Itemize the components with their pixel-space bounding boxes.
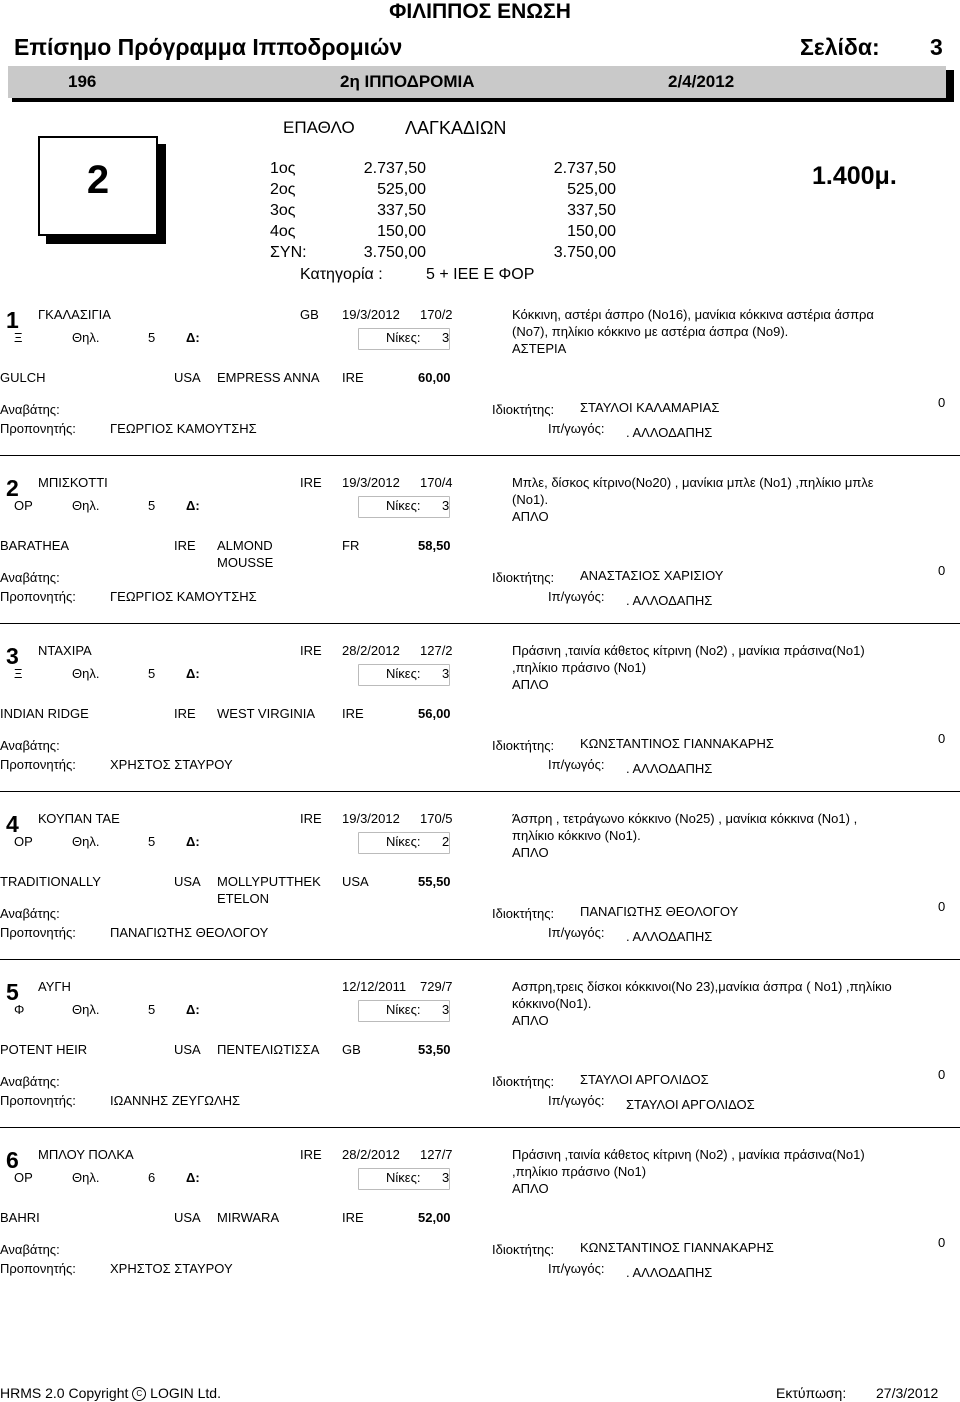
silks-pattern: ΑΠΛΟ — [512, 845, 549, 860]
color-code: Ξ — [14, 666, 23, 681]
rider-label: Αναβάτης: — [0, 738, 60, 753]
wins-label: Νίκες: — [386, 1170, 421, 1185]
prize-amount: 150,00 — [377, 223, 426, 240]
prize-label: ΕΠΑΘΛΟ — [283, 118, 355, 137]
wins-value: 3 — [442, 330, 450, 345]
sire-name: BAHRI — [0, 1210, 40, 1225]
d-label: Δ: — [186, 498, 200, 513]
horse-origin: IRE — [300, 475, 322, 490]
trainer-label: Προπονητής: — [0, 757, 76, 772]
age: 6 — [148, 1170, 156, 1185]
owner-name: ΚΩΝΣΤΑΝΤΙΝΟΣ ΓΙΑΝΝΑΚΑΡΗΣ — [580, 736, 774, 751]
color-code: ΟΡ — [14, 1170, 33, 1185]
color-code: Φ — [14, 1002, 25, 1017]
silks-pattern: ΑΣΤΕΡΙΑ — [512, 341, 567, 356]
wins-label: Νίκες: — [386, 666, 421, 681]
meeting-date: 2/4/2012 — [668, 72, 735, 91]
breeder-name: . ΑΛΛΟΔΑΠΗΣ — [626, 425, 713, 440]
trainer-label: Προπονητής: — [0, 421, 76, 436]
race-number-box — [38, 136, 158, 236]
dam-name: WEST VIRGINIA — [217, 706, 315, 721]
dam-country: GB — [342, 1042, 361, 1057]
print-date: 27/3/2012 — [876, 1385, 939, 1401]
d-label: Δ: — [186, 666, 200, 681]
entry-divider — [0, 455, 960, 456]
weight: 58,50 — [418, 538, 451, 553]
age: 5 — [148, 1002, 156, 1017]
prize-position: 3ος — [270, 202, 296, 219]
prize-amount-total: 2.737,50 — [553, 160, 616, 177]
sire-country: USA — [174, 1210, 201, 1225]
silks-line-1: Πράσινη ,ταινία κάθετος κίτρινη (Νο2) , μανίκια πράσινα(Νο1) — [512, 643, 865, 658]
breeder-name: . ΑΛΛΟΔΑΠΗΣ — [626, 929, 713, 944]
sire-name: GULCH — [0, 370, 46, 385]
meeting-name: 2η ΙΠΠΟΔΡΟΜΙΑ — [340, 72, 475, 91]
weight: 60,00 — [418, 370, 451, 385]
prize-amount-total: 337,50 — [567, 202, 616, 219]
silks-line-1: Κόκκινη, αστέρι άσπρο (Νο16), μανίκια κόκκινα αστέρια άσπρα — [512, 307, 874, 322]
race-code: 196 — [68, 72, 97, 91]
entry-date: 12/12/2011 — [342, 979, 407, 994]
silks-line-1: Μπλε, δίσκος κίτρινο(Νο20) , μανίκια μπλε (Νο1) ,πηλίκιο μπλε — [512, 475, 874, 490]
dam-name-cont: ETELON — [217, 891, 270, 906]
entry-date: 19/3/2012 — [342, 811, 400, 826]
sire-name: POTENT HEIR — [0, 1042, 88, 1057]
entry-number: 6 — [6, 1147, 19, 1173]
dam-name: ALMOND — [217, 538, 273, 553]
silks-line-2: (Νο7), πηλίκιο κόκκινο με αστέρια άσπρα (Νο9). — [512, 324, 789, 339]
wins-value: 3 — [442, 1002, 450, 1017]
gender: Θηλ. — [72, 1002, 100, 1017]
trainer-label: Προπονητής: — [0, 589, 76, 604]
entry-code: 729/7 — [420, 979, 453, 994]
gender: Θηλ. — [72, 666, 100, 681]
race-info-band — [8, 66, 946, 98]
trainer-name: ΠΑΝΑΓΙΩΤΗΣ ΘΕΟΛΟΓΟΥ — [110, 925, 269, 940]
entry-code: 170/4 — [420, 475, 453, 490]
entry-date: 19/3/2012 — [342, 307, 400, 322]
horse-origin: GB — [300, 307, 319, 322]
color-code: Ξ — [14, 330, 23, 345]
breeder-name: . ΑΛΛΟΔΑΠΗΣ — [626, 593, 713, 608]
entry-code: 127/7 — [420, 1147, 453, 1162]
entry-divider — [0, 1127, 960, 1128]
entry-points: 0 — [938, 1235, 946, 1250]
trainer-label: Προπονητής: — [0, 925, 76, 940]
gender: Θηλ. — [72, 834, 100, 849]
horse-name: ΝΤΑΧΙΡΑ — [38, 643, 92, 658]
silks-pattern: ΑΠΛΟ — [512, 1181, 549, 1196]
horse-name: ΑΥΓΗ — [38, 979, 71, 994]
silks-pattern: ΑΠΛΟ — [512, 677, 549, 692]
horse-name: ΜΠΙΣΚΟΤΤΙ — [38, 475, 108, 490]
owner-name: ΠΑΝΑΓΙΩΤΗΣ ΘΕΟΛΟΓΟΥ — [580, 904, 739, 919]
prize-position: ΣΥΝ: — [270, 244, 307, 261]
breeder-name: . ΑΛΛΟΔΑΠΗΣ — [626, 761, 713, 776]
gender: Θηλ. — [72, 1170, 100, 1185]
breeder-name: . ΑΛΛΟΔΑΠΗΣ — [626, 1265, 713, 1280]
wins-label: Νίκες: — [386, 498, 421, 513]
horse-name: ΚΟΥΠΑΝ ΤΑΕ — [38, 811, 120, 826]
owner-label: Ιδιοκτήτης: — [492, 738, 555, 753]
dam-name: MOLLYPUTTHEK — [217, 874, 321, 889]
breeder-label: Ιπ/γωγός: — [548, 421, 605, 436]
entry-points: 0 — [938, 563, 946, 578]
owner-name: ΣΤΑΥΛΟΙ ΑΡΓΟΛΙΔΟΣ — [580, 1072, 709, 1087]
prize-amount-total: 525,00 — [567, 181, 616, 198]
breeder-name: ΣΤΑΥΛΟΙ ΑΡΓΟΛΙΔΟΣ — [626, 1097, 755, 1112]
rider-label: Αναβάτης: — [0, 1074, 60, 1089]
breeder-label: Ιπ/γωγός: — [548, 1261, 605, 1276]
sire-country: IRE — [174, 538, 196, 553]
silks-line-1: Πράσινη ,ταινία κάθετος κίτρινη (Νο2) , μανίκια πράσινα(Νο1) — [512, 1147, 865, 1162]
owner-name: ΚΩΝΣΤΑΝΤΙΝΟΣ ΓΙΑΝΝΑΚΑΡΗΣ — [580, 1240, 774, 1255]
silks-line-2: πηλίκιο κόκκινο (Νο1). — [512, 828, 641, 843]
rider-label: Αναβάτης: — [0, 906, 60, 921]
dam-country: USA — [342, 874, 369, 889]
breeder-label: Ιπ/γωγός: — [548, 589, 605, 604]
dam-country: IRE — [342, 370, 364, 385]
entry-divider — [0, 791, 960, 792]
prize-amount: 525,00 — [377, 181, 426, 198]
owner-label: Ιδιοκτήτης: — [492, 570, 555, 585]
d-label: Δ: — [186, 1002, 200, 1017]
footer-copyright — [0, 1385, 221, 1401]
rider-label: Αναβάτης: — [0, 402, 60, 417]
silks-line-2: κόκκινο(Νο1). — [512, 996, 592, 1011]
dam-name: ΠΕΝΤΕΛΙΩΤΙΣΣΑ — [217, 1042, 320, 1057]
entry-points: 0 — [938, 395, 946, 410]
trainer-name: ΧΡΗΣΤΟΣ ΣΤΑΥΡΟΥ — [110, 1261, 233, 1276]
race-name: ΛΑΓΚΑΔΙΩΝ — [405, 118, 507, 138]
prize-position: 4ος — [270, 223, 296, 240]
sire-country: USA — [174, 874, 201, 889]
trainer-name: ΓΕΩΡΓΙΟΣ ΚΑΜΟΥΤΣΗΣ — [110, 421, 257, 436]
entry-code: 170/2 — [420, 307, 453, 322]
rider-label: Αναβάτης: — [0, 1242, 60, 1257]
trainer-name: ΙΩΑΝΝΗΣ ΖΕΥΓΩΛΗΣ — [110, 1093, 241, 1108]
wins-label: Νίκες: — [386, 330, 421, 345]
race-distance: 1.400μ. — [812, 162, 897, 190]
d-label: Δ: — [186, 834, 200, 849]
breeder-label: Ιπ/γωγός: — [548, 757, 605, 772]
prize-amount: 337,50 — [377, 202, 426, 219]
wins-value: 3 — [442, 1170, 450, 1185]
page-title: Επίσημο Πρόγραμμα Ιπποδρομιών — [14, 34, 403, 60]
age: 5 — [148, 330, 156, 345]
owner-name: ΑΝΑΣΤΑΣΙΟΣ ΧΑΡΙΣΙΟΥ — [580, 568, 724, 583]
owner-label: Ιδιοκτήτης: — [492, 402, 555, 417]
breeder-label: Ιπ/γωγός: — [548, 925, 605, 940]
entry-number: 2 — [6, 475, 19, 501]
prize-position: 1ος — [270, 160, 296, 177]
copyright-text: HRMS 2.0 Copyright — [0, 1385, 129, 1401]
entry-divider — [0, 623, 960, 624]
silks-line-1: Άσπρη , τετράγωνο κόκκινο (Νο25) , μανίκια κόκκινα (Νο1) , — [512, 811, 858, 826]
category-value: 5 + ΙΕΕ Ε ΦΟΡ — [426, 266, 535, 283]
weight: 53,50 — [418, 1042, 451, 1057]
owner-name: ΣΤΑΥΛΟΙ ΚΑΛΑΜΑΡΙΑΣ — [580, 400, 720, 415]
wins-label: Νίκες: — [386, 834, 421, 849]
prize-position: 2ος — [270, 181, 296, 198]
d-label: Δ: — [186, 330, 200, 345]
wins-value: 3 — [442, 666, 450, 681]
silks-line-2: ,πηλίκιο πράσινο (Νο1) — [512, 1164, 647, 1179]
race-number: 2 — [86, 158, 110, 202]
sire-name: TRADITIONALLY — [0, 874, 101, 889]
horse-name: ΜΠΛΟΥ ΠΟΛΚΑ — [38, 1147, 134, 1162]
silks-pattern: ΑΠΛΟ — [512, 1013, 549, 1028]
trainer-name: ΓΕΩΡΓΙΟΣ ΚΑΜΟΥΤΣΗΣ — [110, 589, 257, 604]
page-label: Σελίδα: — [800, 34, 880, 60]
entry-points: 0 — [938, 1067, 946, 1082]
weight: 55,50 — [418, 874, 451, 889]
club-name: ΦΙΛΙΠΠΟΣ ΕΝΩΣΗ — [389, 0, 571, 23]
prize-amount: 3.750,00 — [363, 244, 426, 261]
entry-points: 0 — [938, 899, 946, 914]
silks-line-1: Ασπρη,τρεις δίσκοι κόκκινοι(Νο 23),μανίκια άσπρα ( Νο1) ,πηλίκιο — [512, 979, 892, 994]
horse-origin: IRE — [300, 643, 322, 658]
entry-date: 19/3/2012 — [342, 475, 400, 490]
sire-country: USA — [174, 370, 201, 385]
trainer-label: Προπονητής: — [0, 1093, 76, 1108]
horse-origin: IRE — [300, 811, 322, 826]
sire-name: BARATHEA — [0, 538, 70, 553]
silks-line-2: (Νο1). — [512, 492, 549, 507]
trainer-label: Προπονητής: — [0, 1261, 76, 1276]
sire-name: INDIAN RIDGE — [0, 706, 89, 721]
trainer-name: ΧΡΗΣΤΟΣ ΣΤΑΥΡΟΥ — [110, 757, 233, 772]
wins-value: 3 — [442, 498, 450, 513]
sire-country: USA — [174, 1042, 201, 1057]
dam-country: FR — [342, 538, 360, 553]
entry-date: 28/2/2012 — [342, 1147, 400, 1162]
entry-divider — [0, 959, 960, 960]
entry-code: 170/5 — [420, 811, 453, 826]
weight: 56,00 — [418, 706, 451, 721]
age: 5 — [148, 498, 156, 513]
page-number: 3 — [930, 34, 943, 60]
entry-code: 127/2 — [420, 643, 453, 658]
rider-label: Αναβάτης: — [0, 570, 60, 585]
age: 5 — [148, 834, 156, 849]
category-label: Κατηγορία : — [300, 266, 383, 283]
breeder-label: Ιπ/γωγός: — [548, 1093, 605, 1108]
copyright-icon: C — [132, 1387, 146, 1401]
dam-name-cont: MOUSSE — [217, 555, 274, 570]
color-code: ΟΡ — [14, 834, 33, 849]
entry-points: 0 — [938, 731, 946, 746]
entry-number: 3 — [6, 643, 19, 669]
dam-name: EMPRESS ANNA — [217, 370, 320, 385]
owner-label: Ιδιοκτήτης: — [492, 906, 555, 921]
prize-amount-total: 3.750,00 — [553, 244, 616, 261]
horse-origin: IRE — [300, 1147, 322, 1162]
entry-number: 5 — [6, 979, 19, 1005]
weight: 52,00 — [418, 1210, 451, 1225]
dam-country: IRE — [342, 706, 364, 721]
print-label: Εκτύπωση: — [776, 1385, 847, 1401]
band-shadow — [12, 98, 954, 102]
gender: Θηλ. — [72, 498, 100, 513]
entry-number: 4 — [6, 811, 19, 837]
d-label: Δ: — [186, 1170, 200, 1185]
prize-amount-total: 150,00 — [567, 223, 616, 240]
wins-value: 2 — [442, 834, 450, 849]
owner-label: Ιδιοκτήτης: — [492, 1074, 555, 1089]
sire-country: IRE — [174, 706, 196, 721]
owner-label: Ιδιοκτήτης: — [492, 1242, 555, 1257]
prize-amount: 2.737,50 — [363, 160, 426, 177]
silks-line-2: ,πηλίκιο πράσινο (Νο1) — [512, 660, 647, 675]
silks-pattern: ΑΠΛΟ — [512, 509, 549, 524]
dam-name: MIRWARA — [217, 1210, 280, 1225]
entry-date: 28/2/2012 — [342, 643, 400, 658]
entry-number: 1 — [6, 307, 19, 333]
wins-label: Νίκες: — [386, 1002, 421, 1017]
horse-name: ΓΚΑΛΑΣΙΓΙΑ — [38, 307, 111, 322]
copyright-company: LOGIN Ltd. — [150, 1385, 221, 1401]
dam-country: IRE — [342, 1210, 364, 1225]
gender: Θηλ. — [72, 330, 100, 345]
age: 5 — [148, 666, 156, 681]
color-code: ΟΡ — [14, 498, 33, 513]
